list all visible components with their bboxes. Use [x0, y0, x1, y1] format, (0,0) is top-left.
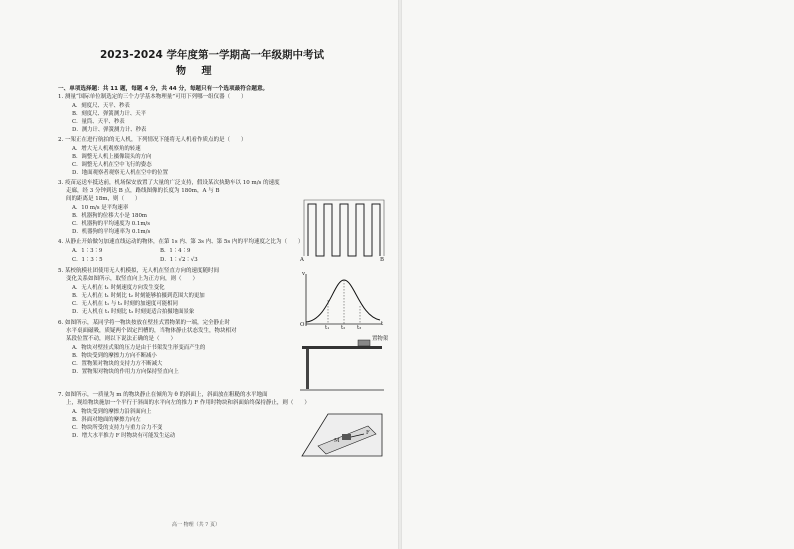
q5-graph-t3: t₃: [357, 325, 362, 331]
section1-heading: 一、单项选择题：共 11 题，每题 4 分，共 44 分，每题只有一个选项最符合题意。: [58, 86, 269, 92]
q4-option-c: C．1∶3∶5: [72, 257, 103, 263]
q5-graph-origin: O: [300, 322, 305, 328]
q2-option-d: D．地面观察者观察无人机在空中的位置: [72, 170, 168, 176]
q3-option-a: A．10 m/s 是平均速率: [72, 205, 129, 211]
q7-option-d: D．增大水平推力 F 时物块有可能发生运动: [72, 433, 176, 439]
q1-option-a: A．刻度尺、天平、秒表: [72, 103, 130, 109]
left-page-footer: 高一 物理（共 7 页）: [172, 522, 220, 528]
q7-option-c: C．物块所受的支持力与重力合力不变: [72, 425, 163, 431]
q3-label-b: B: [380, 257, 384, 263]
q7-mass-label: M: [334, 438, 340, 444]
q6-option-a: A．物块对壁挂式架的压力是由于书架发生形变而产生的: [72, 345, 206, 351]
q5-option-b: B．无人机在 t₁ 时刻比 t₂ 时刻能够拍摄到范围大的更加: [72, 293, 205, 299]
q5-graph-t1: t₁: [325, 325, 330, 331]
q6-shelf-figure: [298, 336, 389, 392]
q6-stem-3: 某段位置不动，则以下说法正确的是（ ）: [66, 336, 177, 342]
q4-option-a: A．1∶3∶9: [72, 248, 103, 254]
q6-option-b: B．物块受到的摩擦力方向不断减小: [72, 353, 157, 359]
q6-option-c: C．置物架对物块的支持力方不断减大: [72, 361, 163, 367]
q2-stem: 2. 一架正在进行航拍的无人机，下列情况下能将无人机看作质点的是（ ）: [58, 137, 247, 143]
q7-option-b: B．斜面对地面的摩擦力向左: [72, 417, 141, 423]
q7-stem-1: 7. 如图所示，一质量为 m 的物块静止在倾角为 θ 的斜面上，斜面放在粗糙的水平地面: [58, 392, 268, 398]
q7-incline-figure: [298, 404, 386, 460]
q3-stem-2: 走廊，经 3 分钟到达 B 点，路线图像的长度为 180m，A 与 B: [66, 188, 220, 194]
q6-shelf-label: 置物架: [372, 336, 389, 342]
exam-title: 2023-2024 学年度第一学期高一年级期中考试: [100, 49, 324, 61]
q1-option-c: C．量筒、天平、秒表: [72, 119, 125, 125]
q4-option-d: D．1∶√2∶√3: [160, 257, 198, 263]
subject-title: 物 理: [176, 66, 218, 77]
q7-force-label: F: [366, 430, 370, 436]
q1-stem: 1. 测量“国际单位制选定的三个力学基本物理量”可用下列哪一组仪器（ ）: [58, 94, 247, 100]
q6-stem-2: 水平桌面磁吸，质疑两个固定凹槽的，当物体静止状态发生，物块相对: [66, 328, 237, 334]
q2-option-a: A．增大无人机观察角的转速: [72, 146, 141, 152]
q3-label-a: A: [300, 257, 304, 263]
q1-option-d: D．测力计、弹簧测力计、秒表: [72, 127, 147, 133]
q1-option-b: B．刻度尺、弹簧测力计、天平: [72, 111, 147, 117]
q4-stem: 4. 从静止开始做匀加速直线运动的物体，在第 1s 内、第 3s 内、第 5s 内的平均速度之比为（ ）: [58, 239, 304, 245]
q3-option-c: C．机器狗的平均速度为 0.1m/s: [72, 221, 151, 227]
q3-option-d: D．机器狗的平均速率为 0.1m/s: [72, 229, 151, 235]
q5-stem-1: 5. 某校航模社团使用无人机模拟，无人机在竖直方向的速度随时间: [58, 268, 219, 274]
q3-stem-3: 间的距离是 18m，则（ ）: [66, 196, 141, 202]
q7-stem-2: 上，现给物块施加一个平行于斜面的水平向左的推力 F 作用时物块和斜面始终保持静止，则（ ）: [66, 400, 310, 406]
q5-graph-v-label: v: [302, 271, 306, 277]
q5-option-a: A．无人机在 t₁ 时刻速度方向发生变化: [72, 285, 165, 291]
q5-stem-2: 变化关系如图所示，取竖直向上为正方向，则（ ）: [66, 276, 199, 282]
q6-option-d: D．置物架对物块的作用力方向保持竖直向上: [72, 369, 179, 375]
q5-option-c: C．无人机在 t₁ 与 t₂ 时刻的加速度可能相同: [72, 301, 178, 307]
q5-graph-t2: t₂: [341, 325, 346, 331]
q3-option-b: B．机器狗的位移大小是 180m: [72, 213, 147, 219]
q4-option-b: B．1∶4∶9: [160, 248, 191, 254]
q5-vt-graph: [298, 270, 386, 332]
q3-route-figure: [302, 196, 386, 262]
q5-option-d: D．无人机在 t₁ 时刻比 t₂ 时刻更适合拍摄地面景象: [72, 309, 195, 315]
q5-graph-t-label: t: [381, 321, 384, 327]
q2-option-c: C．调整无人机在空中飞行的姿态: [72, 162, 152, 168]
q3-stem-1: 3. 疫苗运送车抵达前，机场保安放置了大量的广泛支持，假设某次执勤车以 10 m/s 的速度: [58, 180, 280, 186]
q7-option-a: A．物块受到的摩擦力沿斜面向上: [72, 409, 152, 415]
q6-stem-1: 6. 如图所示，某同学将一物块按放在壁挂式置物架的一端，完全静止时: [58, 320, 230, 326]
q2-option-b: B．调整无人机上摄像镜头的方向: [72, 154, 152, 160]
right-page: [402, 0, 794, 549]
